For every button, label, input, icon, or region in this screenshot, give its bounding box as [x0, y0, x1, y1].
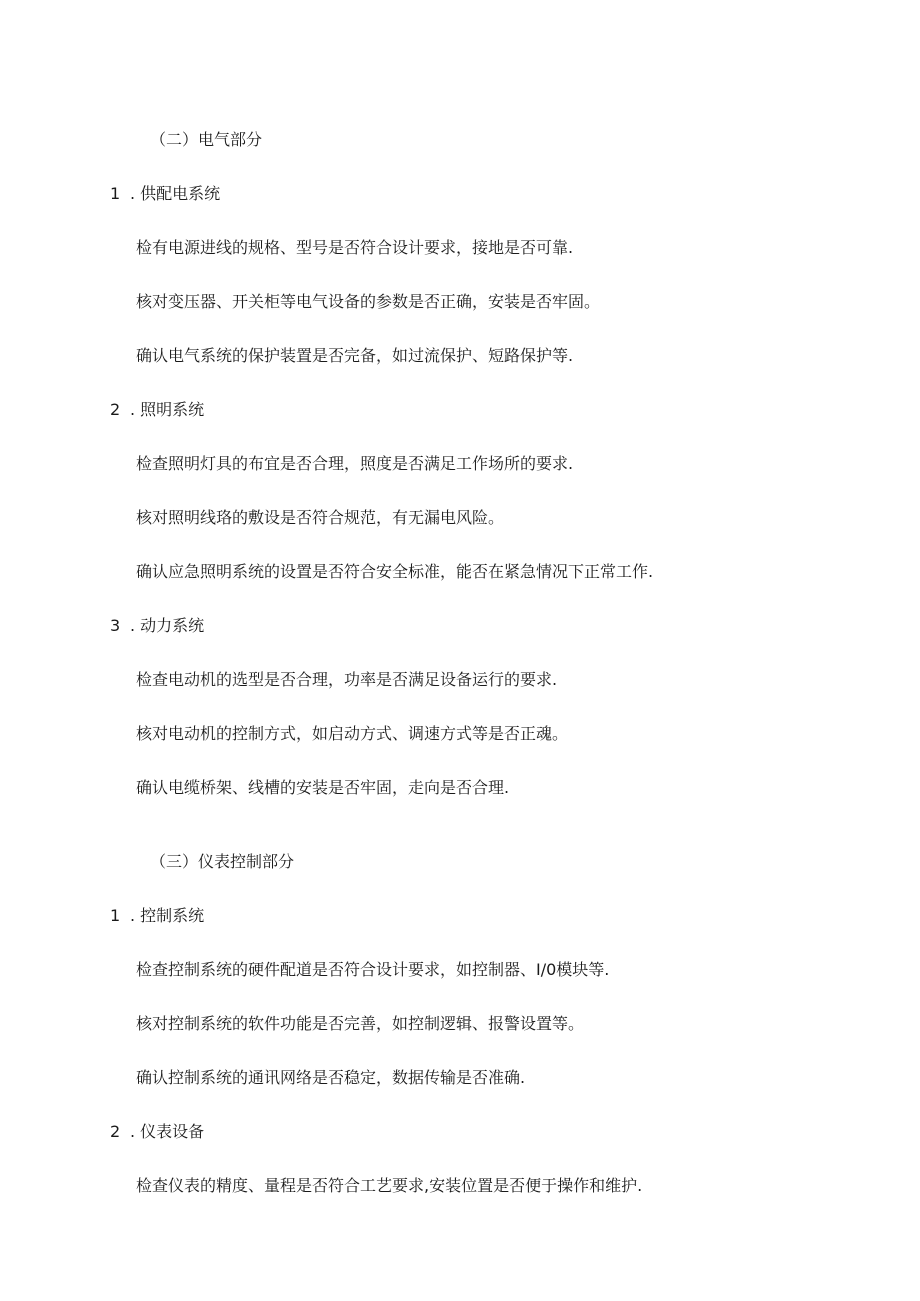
paragraph: 检查电动机的选型是否合理，功率是否满足设备运行的要求. — [136, 670, 558, 689]
paragraph: 核对变压器、开关柜等电气设备的参数是否正确，安装是否牢固。 — [136, 292, 601, 311]
item-title-text: . 照明系统 — [130, 400, 205, 419]
paragraph: 确认控制系统的通讯网络是否稳定，数据传输是否准确. — [136, 1068, 526, 1087]
item-title — [110, 184, 220, 204]
item-title-text: . 供配电系统 — [130, 184, 221, 203]
paragraph: 确认电缆桥架、线槽的安装是否牢固，走向是否合理. — [136, 778, 510, 797]
item-number: 1 — [110, 184, 121, 203]
item-number: 2 — [110, 400, 121, 419]
paragraph: 核对照明线珞的敷设是否符合规范，有无漏电风险。 — [136, 508, 505, 527]
item-title — [110, 400, 204, 420]
item-number: 1 — [110, 906, 121, 925]
paragraph: 检查控制系统的硬件配道是否符合设计要求，如控制器、I/0模块等. — [136, 960, 610, 979]
item-title — [110, 616, 204, 636]
paragraph: 核对控制系统的软件功能是否完善，如控制逻辑、报警设置等。 — [136, 1014, 585, 1033]
item-title — [110, 906, 204, 926]
item-title-text: . 控制系统 — [130, 906, 205, 925]
paragraph: 检查照明灯具的布宜是否合理，照度是否满足工作场所的要求. — [136, 454, 574, 473]
item-title-text: . 动力系统 — [130, 616, 205, 635]
item-number: 2 — [110, 1122, 121, 1141]
paragraph: 核对电动机的控制方式，如启动方式、调速方式等是否正魂。 — [136, 724, 569, 743]
section-heading: （二）电气部分 — [150, 130, 263, 149]
paragraph: 检查仪表的精度、量程是否符合工艺要求,安装位置是否便于操作和维护. — [136, 1176, 643, 1195]
section-heading: （三）仪表控制部分 — [150, 852, 295, 871]
paragraph: 确认电气系统的保护装置是否完备，如过流保护、短路保护等. — [136, 346, 574, 365]
item-title-text: . 仪表设备 — [130, 1122, 205, 1141]
item-number: 3 — [110, 616, 121, 635]
item-title — [110, 1122, 204, 1142]
paragraph: 检有电源进线的规格、型号是否符合设计要求，接地是否可靠. — [136, 238, 574, 257]
paragraph: 确认应急照明系统的设置是否符合安全标准，能否在紧急情况下正常工作. — [136, 562, 654, 581]
